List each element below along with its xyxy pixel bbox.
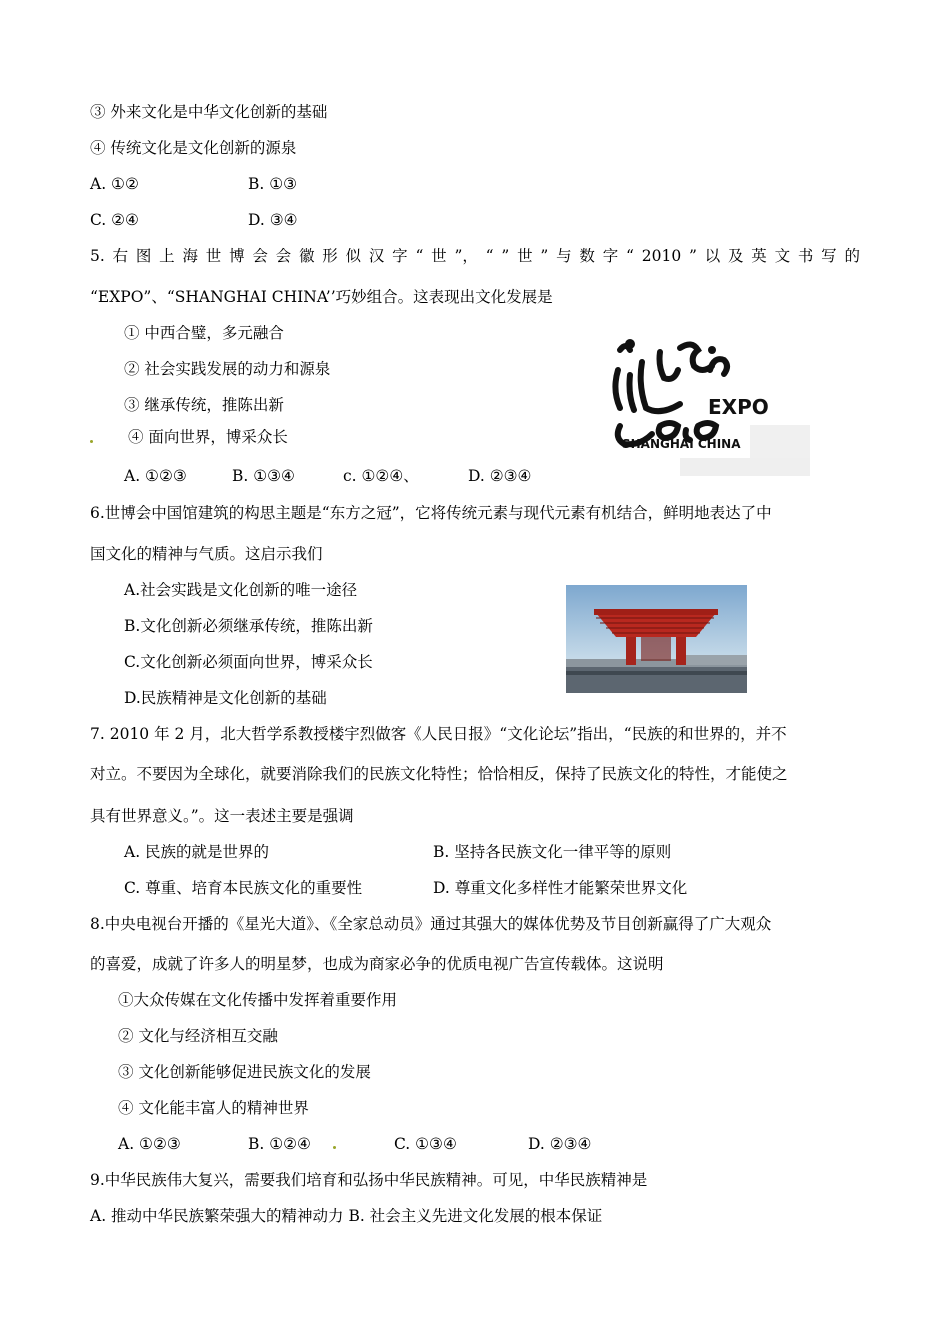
q4-choice-b: B. ①③ <box>248 175 298 193</box>
speck-mark <box>333 1146 336 1149</box>
q7-choice-b: B. 坚持各民族文化一律平等的原则 <box>433 843 672 861</box>
q4-option-3: ③ 外来文化是中华文化创新的基础 <box>90 103 328 121</box>
q7-stem-line1: 7. 2010 年 2 月，北大哲学系教授楼宇烈做客《人民日报》“文化论坛”指出，“民族的和世界的，并不 <box>90 725 787 743</box>
q4-choice-a: A. ①② <box>90 175 139 193</box>
q8-choice-a: A. ①②③ <box>118 1135 181 1153</box>
q4-choice-d: D. ③④ <box>248 211 298 229</box>
q7-choice-a: A. 民族的就是世界的 <box>124 843 270 861</box>
logo-text-shanghai: SHANGHAI CHINA <box>622 437 741 451</box>
q6-stem-line2: 国文化的精神与气质。这启示我们 <box>90 545 323 563</box>
q5-choice-c: c. ①②④、 <box>343 467 419 485</box>
q5-option-2: ② 社会实践发展的动力和源泉 <box>124 360 331 378</box>
q8-choice-d: D. ②③④ <box>528 1135 592 1153</box>
q8-stem-line2: 的喜爱，成就了许多人的明星梦，也成为商家必争的优质电视广告宣传载体。这说明 <box>90 955 664 973</box>
q6-choice-c: C.文化创新必须面向世界，博采众长 <box>124 653 373 671</box>
q5-option-1: ① 中西合璧，多元融合 <box>124 324 284 342</box>
q8-option-4: ④ 文化能丰富人的精神世界 <box>118 1099 309 1117</box>
q6-stem-line1: 6.世博会中国馆建筑的构思主题是“东方之冠”，它将传统元素与现代元素有机结合，鲜明地表达了中 <box>90 504 772 522</box>
q5-stem-line2: “EXPO”、“SHANGHAI CHINA’’巧妙组合。这表现出文化发展是 <box>90 288 553 306</box>
q9-choices-ab: A. 推动中华民族繁荣强大的精神动力 B. 社会主义先进文化发展的根本保证 <box>90 1207 603 1225</box>
q7-stem-line2: 对立。不要因为全球化，就要消除我们的民族文化特性；恰恰相反，保持了民族文化的特性，才能使之 <box>90 765 788 783</box>
expo-emblem-image <box>600 330 815 480</box>
q8-option-3: ③ 文化创新能够促进民族文化的发展 <box>118 1063 371 1081</box>
q5-choice-a: A. ①②③ <box>124 467 187 485</box>
q8-stem-line1: 8.中央电视台开播的《星光大道》、《全家总动员》通过其强大的媒体优势及节目创新赢得了广大观众 <box>90 915 772 933</box>
china-pavilion-image <box>566 585 747 693</box>
q8-option-1: ①大众传媒在文化传播中发挥着重要作用 <box>118 991 398 1009</box>
q8-option-2: ② 文化与经济相互交融 <box>118 1027 278 1045</box>
speck-mark <box>90 440 93 443</box>
q4-choice-c: C. ②④ <box>90 211 139 229</box>
q6-choice-b: B.文化创新必须继承传统，推陈出新 <box>124 617 373 635</box>
q9-stem: 9.中华民族伟大复兴，需要我们培育和弘扬中华民族精神。可见，中华民族精神是 <box>90 1171 648 1189</box>
logo-text-expo: EXPO <box>708 395 769 419</box>
q7-stem-line3: 具有世界意义。”。这一表述主要是强调 <box>90 807 354 825</box>
q5-stem-line1: 5. 右 图 上 海 世 博 会 会 徽 形 似 汉 字 “ 世 ”， “ ” 世 ” 与 数 字 “ 2010 ” 以 及 英 文 书 写 的 <box>90 247 860 265</box>
q6-choice-d: D.民族精神是文化创新的基础 <box>124 689 327 707</box>
q5-choice-d: D. ②③④ <box>468 467 532 485</box>
q8-choice-c: C. ①③④ <box>394 1135 457 1153</box>
q8-choice-b: B. ①②④ <box>248 1135 311 1153</box>
q7-choice-c: C. 尊重、培育本民族文化的重要性 <box>124 879 363 897</box>
q5-option-3: ③ 继承传统，推陈出新 <box>124 396 284 414</box>
q6-choice-a: A.社会实践是文化创新的唯一途径 <box>124 581 358 599</box>
q7-choice-d: D. 尊重文化多样性才能繁荣世界文化 <box>433 879 688 897</box>
q5-option-4: ④ 面向世界，博采众长 <box>128 428 288 446</box>
q4-option-4: ④ 传统文化是文化创新的源泉 <box>90 139 297 157</box>
q5-choice-b: B. ①③④ <box>232 467 295 485</box>
